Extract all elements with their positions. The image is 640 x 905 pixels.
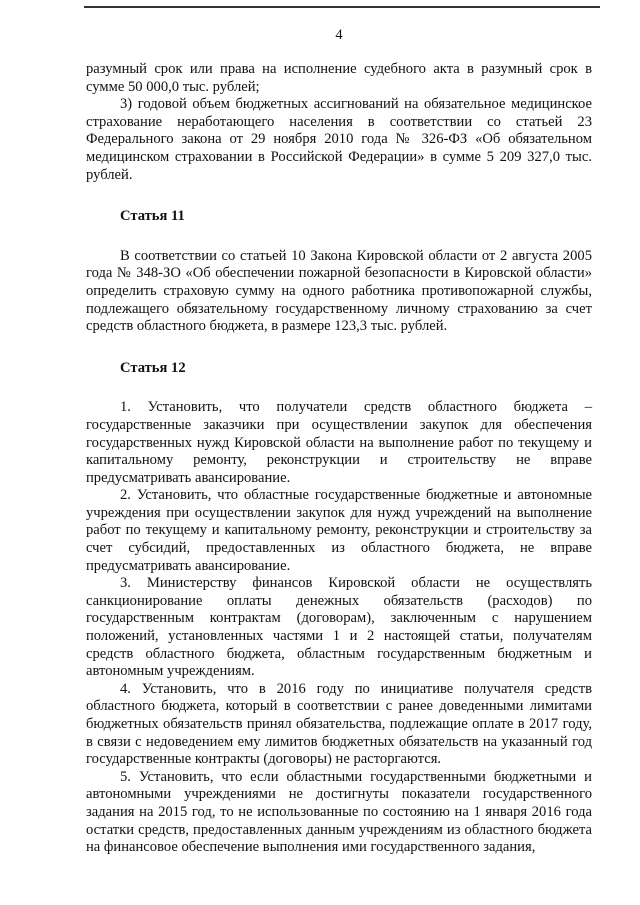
article-12-item-4: 4. Установить, что в 2016 году по инициативе получателя средств областного бюджета, который в соответствии с ранее доведенными лимитами бюджетных обязательств принял обязательства, подлежащие оплате в 2017 году, в связи с недоведением ему лимитов бюджетных обязательств на указанный год государственные контракты (договоры) не расторгаются. (86, 680, 592, 768)
article-12-item-3: 3. Министерству финансов Кировской области не осуществлять санкционирование оплаты денежных обязательств (расходов) по государственным контрактам (договорам), заключенным с нарушением положений, установленных частями 1 и 2 настоящей статьи, получателям средств областного бюджета, областным государственным бюджетным и автономным учреждениям. (86, 575, 592, 680)
article-11-heading: Статья 11 (120, 208, 185, 225)
paragraph-continuation: разумный срок или права на исполнение судебного акта в разумный срок в сумме 50 000,0 тыс. рублей; (86, 61, 592, 95)
article-11-text: В соответствии со статьей 10 Закона Кировской области от 2 августа 2005 года № 348-ЗО «Об обеспечении пожарной безопасности в Кировской области» определить страховую сумму на одного работника противопожарной службы, подлежащего обязательному государственному личному страхованию за счет средств областного бюджета, в размере 123,3 тыс. рублей. (86, 247, 592, 335)
article-12-item-1: 1. Установить, что получатели средств областного бюджета – государственные заказчики при осуществлении закупок для обеспечения государственных нужд Кировской области на выполнение работ по текущему и капитальному ремонту, реконструкции и строительству не вправе предусматривать авансирование. (86, 399, 592, 486)
article-12-heading: Статья 12 (120, 359, 186, 376)
paragraph-item-3: 3) годовой объем бюджетных ассигнований на обязательное медицинское страхование неработающего населения в соответствии со статьей 23 Федерального закона от 29 ноября 2010 года № 326-ФЗ «Об обязательном медицинском страховании в Российской Федерации» в сумме 5 209 327,0 тыс. рублей. (86, 96, 592, 183)
top-rule (84, 6, 600, 8)
page-number: 4 (335, 27, 343, 43)
article-12-item-2: 2. Установить, что областные государственные бюджетные и автономные учреждения при осуществлении закупок для нужд учреждений на выполнение работ по текущему и капитальному ремонту, реконструкции и строительству за счет субсидий, предоставленных из областного бюджета, не вправе предусматривать авансирование. (86, 487, 592, 574)
article-12-item-5: 5. Установить, что если областными государственными бюджетными и автономными учреждениями не достигнуты показатели государственного задания на 2015 год, то не использованные по состоянию на 1 января 2016 года остатки средств, предоставленных данным учреждениям из областного бюджета на финансовое обеспечение выполнения ими государственного задания, (86, 768, 592, 856)
